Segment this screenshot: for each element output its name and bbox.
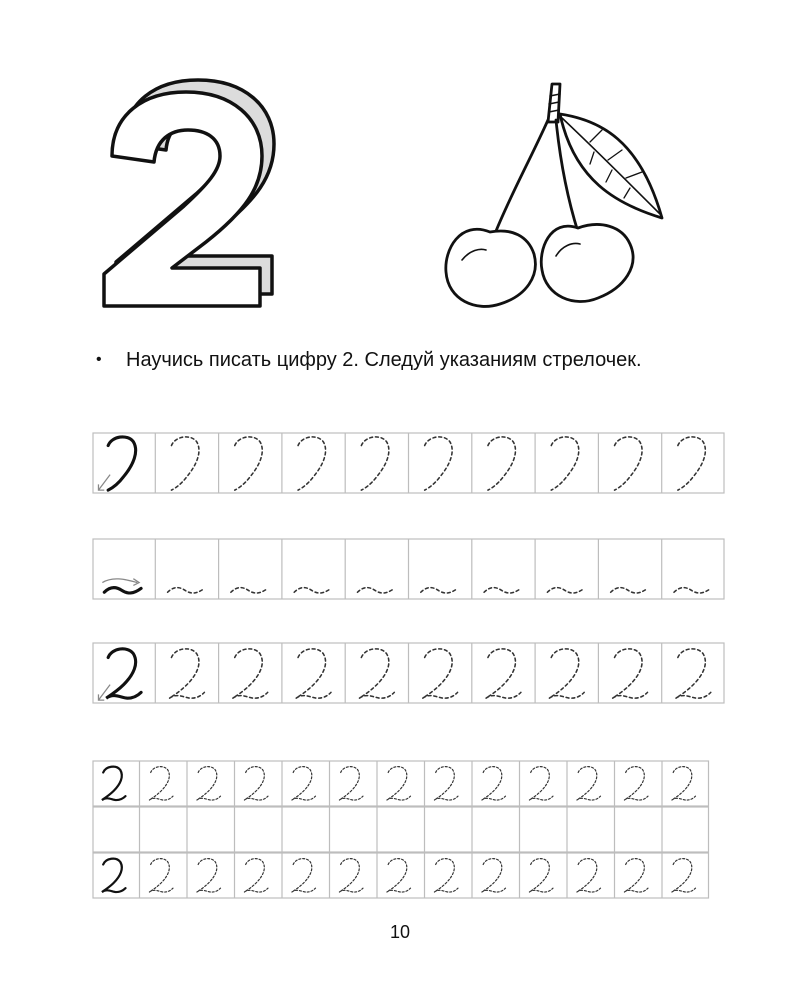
digit-two-icon <box>104 80 274 306</box>
instruction-bullet: • <box>96 351 102 368</box>
tracing-two <box>244 767 268 800</box>
tracing-stroke <box>678 437 706 490</box>
tracing-stroke <box>676 649 711 698</box>
tracing-stroke <box>551 437 579 490</box>
tracing-two <box>197 859 221 892</box>
tracing-stroke <box>298 437 326 490</box>
tracing-two <box>244 859 268 892</box>
tracing-two <box>292 767 316 800</box>
tracing-stroke <box>231 588 268 593</box>
direction-arrow-icon <box>98 475 110 491</box>
tracing-stroke <box>421 588 458 593</box>
row-full-two-large <box>92 642 728 706</box>
tracing-stroke <box>235 437 263 490</box>
tracing-two <box>387 859 411 892</box>
row-wave-stroke <box>92 538 728 602</box>
sample-stroke <box>98 437 135 490</box>
tracing-stroke <box>423 649 458 698</box>
tracing-two <box>672 859 696 892</box>
tracing-two <box>149 859 173 892</box>
tracing-two <box>434 859 458 892</box>
tracing-two <box>672 767 696 800</box>
tracing-two <box>529 767 553 800</box>
page-number: 10 <box>389 922 411 942</box>
tracing-stroke <box>361 437 389 490</box>
tracing-two <box>149 767 173 800</box>
direction-arrow-icon <box>102 579 139 586</box>
tracing-stroke <box>674 588 711 593</box>
tracing-stroke <box>549 649 584 698</box>
tracing-stroke <box>170 649 205 698</box>
row-upper-stroke <box>92 432 728 496</box>
tracing-two <box>292 859 316 892</box>
tracing-two <box>624 767 648 800</box>
tracing-stroke <box>233 649 268 698</box>
tracing-stroke <box>615 437 643 490</box>
row-full-two-small <box>92 760 712 900</box>
tracing-two <box>577 767 601 800</box>
sample-two <box>102 859 126 892</box>
tracing-two <box>434 767 458 800</box>
tracing-stroke <box>547 588 584 593</box>
tracing-stroke <box>613 649 648 698</box>
instruction-text: Научись писать цифру 2. Следуй указаниям стрелочек. <box>126 349 642 371</box>
sample-stroke <box>98 649 141 700</box>
tracing-stroke <box>359 649 394 698</box>
hero-illustrations <box>0 0 800 330</box>
tracing-two <box>387 767 411 800</box>
tracing-two <box>339 859 363 892</box>
tracing-two <box>624 859 648 892</box>
tracing-stroke <box>357 588 394 593</box>
tracing-stroke <box>294 588 331 593</box>
sample-two <box>102 767 126 800</box>
tracing-stroke <box>486 649 521 698</box>
tracing-two <box>577 859 601 892</box>
tracing-stroke <box>425 437 453 490</box>
tracing-stroke <box>611 588 648 593</box>
tracing-two <box>339 767 363 800</box>
tracing-stroke <box>171 437 199 490</box>
tracing-stroke <box>296 649 331 698</box>
cherries-icon <box>446 84 662 306</box>
tracing-stroke <box>488 437 516 490</box>
tracing-stroke <box>484 588 521 593</box>
sample-stroke <box>102 579 141 593</box>
tracing-two <box>482 859 506 892</box>
tracing-stroke <box>168 588 205 593</box>
tracing-two <box>197 767 221 800</box>
tracing-two <box>529 859 553 892</box>
tracing-two <box>482 767 506 800</box>
